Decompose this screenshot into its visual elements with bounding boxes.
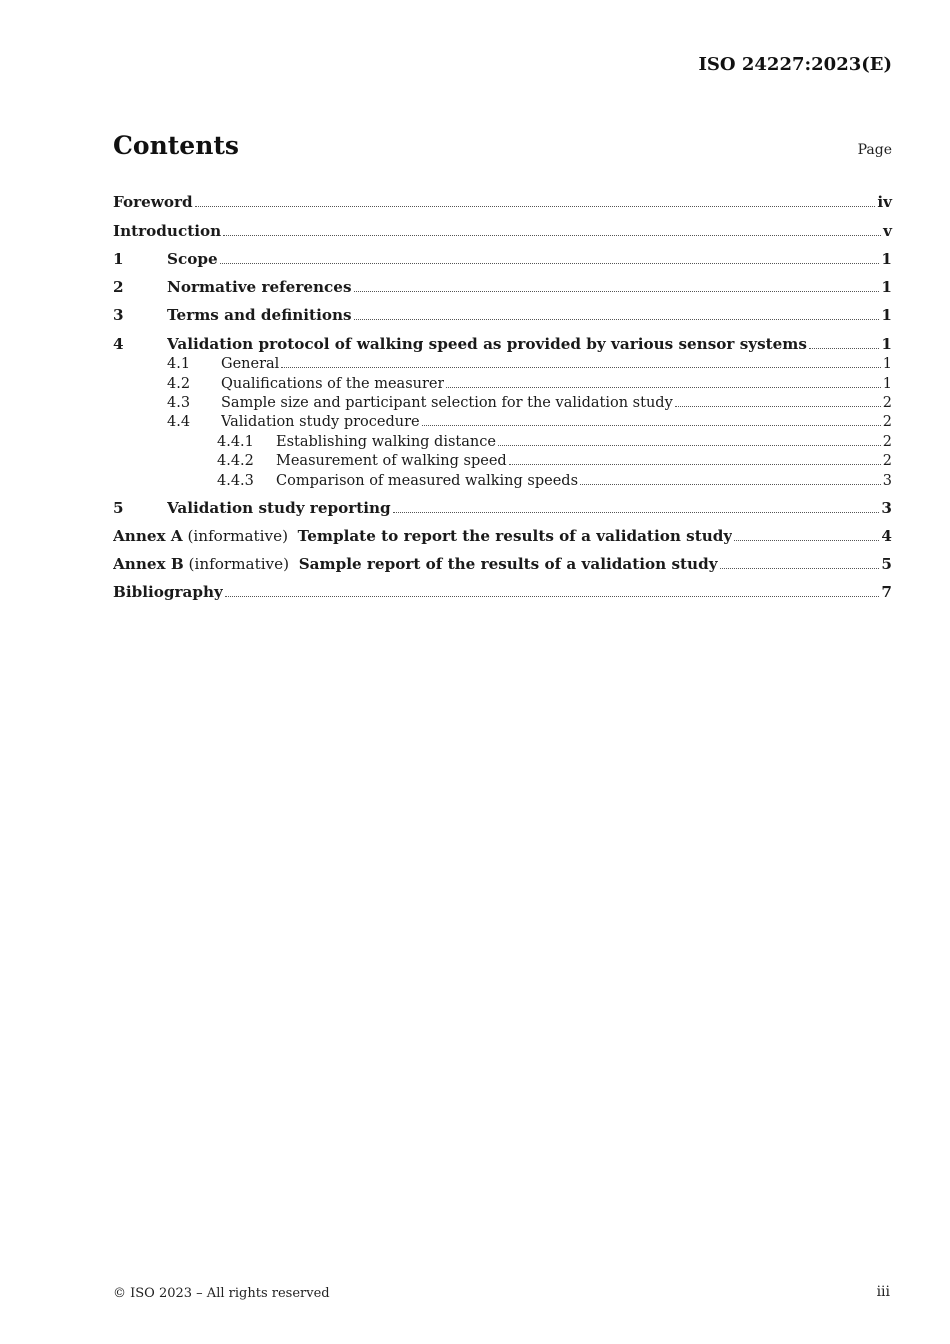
toc-entry-title: Normative references	[167, 278, 352, 297]
toc-entry[interactable]	[113, 573, 892, 601]
toc-entry-page: 4	[881, 526, 892, 545]
dot-leader	[195, 206, 876, 207]
toc-entry[interactable]	[113, 392, 892, 411]
toc-entry-title	[113, 555, 718, 573]
toc-entry-title: Sample size and participant selection for the validation study	[221, 394, 673, 411]
page-column-label: Page	[857, 142, 892, 158]
toc-entry[interactable]	[113, 489, 892, 517]
toc-entry-title: Validation study procedure	[221, 414, 420, 431]
toc-entry-number: 5	[113, 498, 124, 517]
toc-entry-number: 3	[113, 306, 124, 325]
toc-entry-title: Qualifications of the measurer	[221, 375, 445, 392]
toc-entry-page: v	[883, 221, 892, 240]
dot-leader	[220, 263, 880, 264]
toc-entry-number: 4.4.2	[217, 453, 254, 470]
toc-entry-title: Validation study reporting	[167, 498, 391, 517]
toc-entry-page: 1	[882, 356, 892, 373]
toc-entry-number: 4.3	[167, 394, 191, 411]
annex-title: Template to report the results of a validation study	[297, 526, 733, 545]
toc-entry-number: 4.4	[167, 414, 191, 431]
toc-entry[interactable]	[113, 240, 892, 268]
toc-entry[interactable]	[113, 517, 892, 545]
dot-leader	[225, 596, 880, 597]
toc-entry-number: 4	[113, 334, 124, 353]
toc-entry-title: Foreword	[113, 193, 193, 212]
annex-title: Sample report of the results of a validation study	[298, 555, 718, 574]
toc-entry-page: 3	[882, 472, 892, 489]
toc-entry-title: General	[221, 356, 280, 373]
toc-entry-page: 2	[882, 394, 892, 411]
page-number: iii	[876, 1284, 890, 1300]
toc-entry-number: 4.4.3	[217, 472, 254, 489]
annex-note: (informative)	[182, 526, 298, 545]
toc-entry[interactable]	[113, 268, 892, 296]
toc-entry-title	[113, 527, 732, 545]
toc-entry-page: 5	[881, 555, 892, 574]
toc-entry[interactable]	[113, 545, 892, 573]
toc-entry-number: 4.1	[167, 356, 191, 373]
toc-entry[interactable]	[113, 211, 892, 239]
annex-note: (informative)	[183, 555, 299, 574]
toc-entry-page: 7	[881, 583, 892, 602]
toc-entry-page: 3	[881, 498, 892, 517]
dot-leader	[720, 568, 880, 569]
toc-entry[interactable]	[113, 353, 892, 372]
dot-leader	[580, 484, 881, 485]
copyright-notice: © ISO 2023 – All rights reserved	[113, 1286, 330, 1301]
toc-entry-page: 2	[882, 453, 892, 470]
dot-leader	[354, 291, 880, 292]
toc-entry-page: 1	[881, 249, 892, 268]
dot-leader	[393, 512, 880, 513]
toc-entry-title: Validation protocol of walking speed as provided by various sensor systems	[167, 334, 807, 353]
toc-entry[interactable]	[113, 296, 892, 324]
toc-entry-title: Bibliography	[113, 583, 223, 602]
toc-heading: Contents	[113, 131, 240, 160]
dot-leader	[446, 387, 880, 388]
dot-leader	[675, 406, 881, 407]
toc-entry[interactable]	[113, 372, 892, 391]
dot-leader	[498, 445, 881, 446]
annex-label: Annex B	[113, 555, 184, 574]
dot-leader	[281, 367, 880, 368]
toc-entry[interactable]	[113, 183, 892, 211]
document-id: ISO 24227:2023(E)	[698, 54, 892, 75]
toc-entry-page: 1	[882, 375, 892, 392]
dot-leader	[422, 425, 881, 426]
toc-entry-number: 4.4.1	[217, 433, 254, 450]
toc-entry[interactable]	[113, 430, 892, 449]
toc-entry-title: Measurement of walking speed	[276, 453, 507, 470]
dot-leader	[354, 319, 880, 320]
toc-entry-page: iv	[877, 193, 892, 212]
toc-entry-title: Establishing walking distance	[276, 433, 496, 450]
toc-entry-page: 2	[882, 433, 892, 450]
toc-entry-title: Introduction	[113, 221, 222, 240]
toc-entry-number: 1	[113, 249, 124, 268]
toc-entry-title: Comparison of measured walking speeds	[276, 472, 579, 489]
toc-entry-page: 1	[881, 278, 892, 297]
table-of-contents	[113, 183, 892, 601]
dot-leader	[509, 464, 881, 465]
dot-leader	[223, 235, 881, 236]
annex-label: Annex A	[113, 526, 183, 545]
toc-entry-title: Scope	[167, 249, 218, 268]
toc-entry[interactable]	[113, 324, 892, 352]
dot-leader	[734, 540, 879, 541]
toc-entry-page: 1	[881, 334, 892, 353]
toc-entry-number: 4.2	[167, 375, 191, 392]
toc-entry-page: 1	[881, 306, 892, 325]
toc-entry[interactable]	[113, 469, 892, 488]
toc-entry-page: 2	[882, 414, 892, 431]
toc-entry-title: Terms and definitions	[167, 306, 352, 325]
toc-entry[interactable]	[113, 450, 892, 469]
dot-leader	[809, 348, 880, 349]
toc-entry-number: 2	[113, 278, 124, 297]
toc-entry[interactable]	[113, 411, 892, 430]
